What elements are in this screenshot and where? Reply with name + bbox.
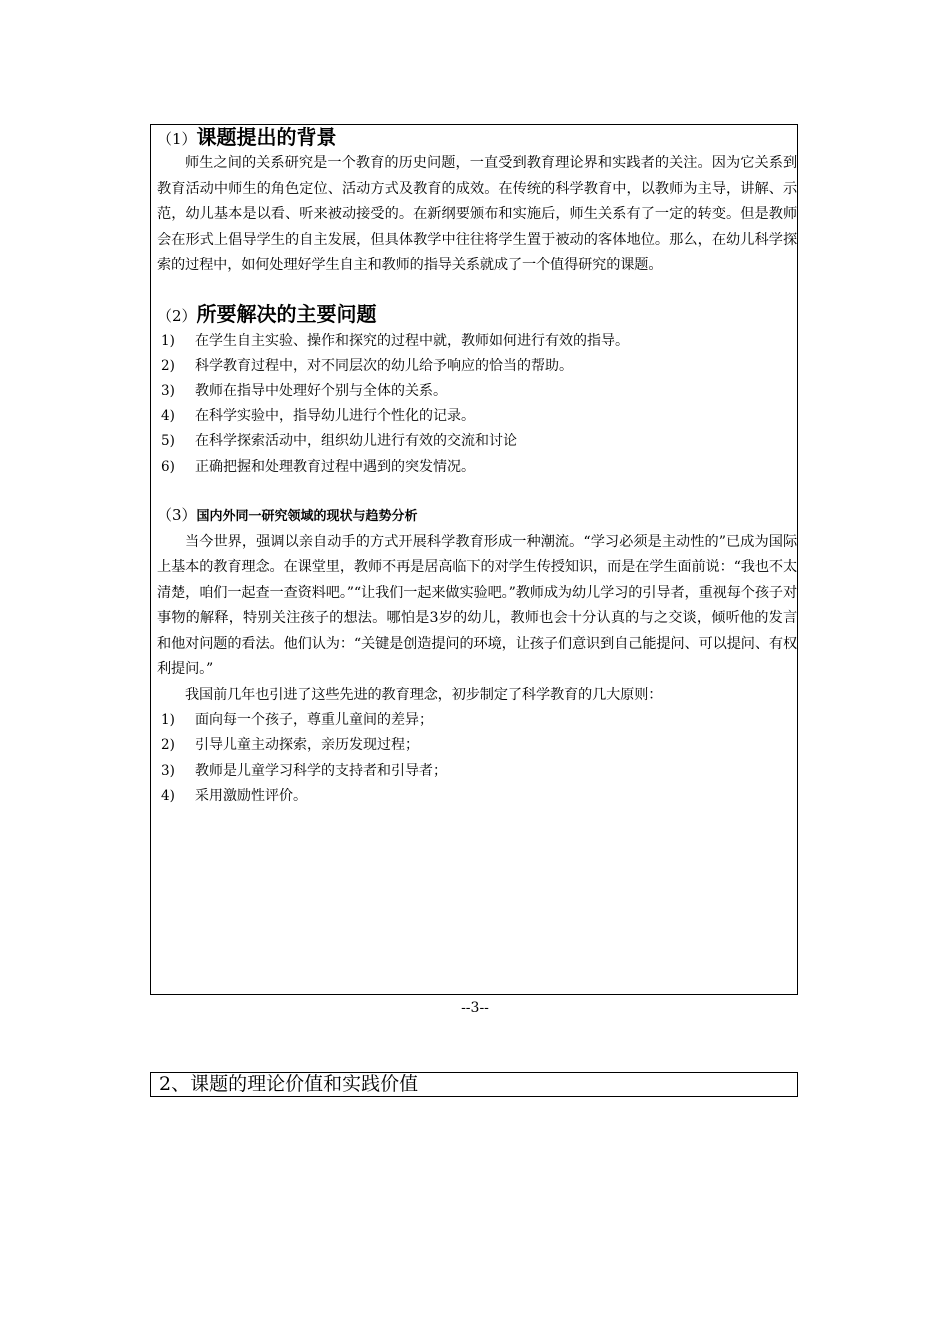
section1-heading (157, 125, 797, 151)
list-text: 在科学实验中，指导幼儿进行个性化的记录。 (195, 408, 475, 425)
list-text: 采用激励性评价。 (195, 787, 307, 804)
section3-paragraph-2: 我国前几年也引进了这些先进的教育理念，初步制定了科学教育的几大原则： (185, 686, 663, 703)
content-box (150, 124, 798, 995)
list-item (157, 354, 797, 379)
list-item (157, 404, 797, 429)
list-item (157, 733, 797, 758)
section2-list (157, 329, 797, 480)
list-text: 科学教育过程中，对不同层次的幼儿给予响应的恰当的帮助。 (195, 357, 573, 374)
list-text: 教师是儿童学习科学的支持者和引导者； (195, 762, 447, 779)
section1-number: （1） (157, 130, 197, 148)
list-marker: 2) (161, 357, 175, 374)
list-marker: 2) (161, 737, 175, 754)
list-item (157, 429, 797, 454)
section2-title: 所要解决的主要问题 (196, 301, 377, 326)
list-marker: 3) (161, 762, 175, 779)
list-text: 正确把握和处理教育过程中遇到的突发情况。 (195, 458, 475, 475)
list-item (157, 708, 797, 733)
section3-number: （3） (157, 505, 197, 524)
list-text: 教师在指导中处理好个别与全体的关系。 (195, 382, 447, 399)
section1-title: 课题提出的背景 (196, 125, 337, 149)
list-marker: 4) (161, 408, 175, 425)
next-section-heading: 2、课题的理论价值和实践价值 (150, 1072, 798, 1097)
list-marker: 5) (161, 433, 175, 450)
list-item (157, 329, 797, 354)
section3-title: 国内外同一研究领域的现状与趋势分析 (196, 508, 418, 524)
list-marker: 3) (161, 382, 175, 399)
page-number: --3-- (461, 1000, 489, 1016)
section3-heading (157, 502, 797, 530)
list-text: 在科学探索活动中，组织幼儿进行有效的交流和讨论 (195, 433, 517, 450)
list-item (157, 379, 797, 404)
list-text: 面向每一个孩子，尊重儿童间的差异； (195, 712, 433, 729)
list-text: 引导儿童主动探索，亲历发现过程； (195, 737, 419, 754)
list-marker: 1) (161, 332, 175, 349)
list-text: 在学生自主实验、操作和探究的过程中就，教师如何进行有效的指导。 (195, 332, 629, 349)
section3-paragraph-1: 当今世界，强调以亲自动手的方式开展科学教育形成一种潮流。“学习必须是主动性的”已成为国际上基本的教育理念。在课堂里，教师不再是居高临下的对学生传授知识，而是在学生面前说：“我也不太清楚，咱们一起查一查资料吧。”“让我们一起来做实验吧。”教师成为幼儿学习的引导者，重视每个孩子对事物的解释，特别关注孩子的想法。哪怕是3岁的幼儿，教师也会十分认真的与之交谈，倾听他的发言和他对问题的看法。他们认为：“关键是创造提问的环境，让孩子们意识到自己能提问、可以提问、有权利提问。” (157, 533, 797, 678)
list-marker: 4) (161, 787, 175, 804)
list-marker: 1) (161, 712, 175, 729)
list-item (157, 455, 797, 480)
section2-heading (157, 301, 797, 329)
section2-number: （2） (157, 306, 197, 325)
list-item (157, 759, 797, 784)
section1-paragraph: 师生之间的关系研究是一个教育的历史问题，一直受到教育理论界和实践者的关注。因为它关系到教育活动中师生的角色定位、活动方式及教育的成效。在传统的科学教育中，以教师为主导，讲解、示范，幼儿基本是以看、听来被动接受的。在新纲要颁布和实施后，师生关系有了一定的转变。但是教师会在形式上倡导学生的自主发展，但具体教学中往往将学生置于被动的客体地位。那么，在幼儿科学探索的过程中，如何处理好学生自主和教师的指导关系就成了一个值得研究的课题。 (157, 155, 797, 273)
list-item (157, 784, 797, 809)
section3-list (157, 708, 797, 809)
list-marker: 6) (161, 458, 175, 475)
